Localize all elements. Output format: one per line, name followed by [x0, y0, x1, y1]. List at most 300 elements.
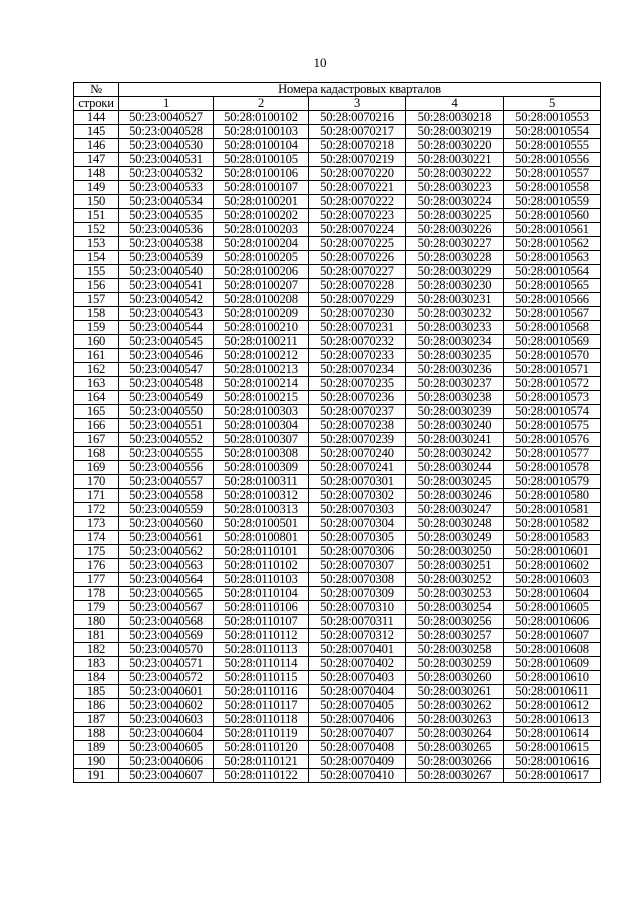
cadastral-number-cell: 50:28:0030238 [406, 391, 504, 405]
cadastral-number-cell: 50:28:0030232 [406, 307, 504, 321]
cadastral-number-cell: 50:28:0100213 [214, 363, 309, 377]
cadastral-number-cell: 50:28:0100204 [214, 237, 309, 251]
cadastral-number-cell: 50:28:0100801 [214, 531, 309, 545]
table-row [74, 685, 601, 699]
cadastral-number-cell: 50:28:0010609 [504, 657, 601, 671]
cadastral-number-cell: 50:28:0110103 [214, 573, 309, 587]
cadastral-number-cell: 50:28:0070402 [309, 657, 406, 671]
cadastral-number-cell: 50:28:0010559 [504, 195, 601, 209]
row-number-cell: 171 [74, 489, 119, 503]
cadastral-number-cell: 50:28:0070304 [309, 517, 406, 531]
cadastral-number-cell: 50:23:0040543 [119, 307, 214, 321]
cadastral-number-cell: 50:23:0040606 [119, 755, 214, 769]
page-number: 10 [313, 55, 327, 70]
cadastral-number-cell: 50:28:0070239 [309, 433, 406, 447]
cadastral-number-cell: 50:28:0100209 [214, 307, 309, 321]
cadastral-number-cell: 50:28:0010574 [504, 405, 601, 419]
table-row [74, 349, 601, 363]
row-number-cell: 161 [74, 349, 119, 363]
cadastral-number-cell: 50:23:0040552 [119, 433, 214, 447]
cadastral-number-cell: 50:28:0010561 [504, 223, 601, 237]
cadastral-number-cell: 50:23:0040559 [119, 503, 214, 517]
cadastral-number-cell: 50:28:0030219 [406, 125, 504, 139]
cadastral-number-cell: 50:28:0070302 [309, 489, 406, 503]
table-row [74, 419, 601, 433]
row-number-cell: 148 [74, 167, 119, 181]
table-row [74, 713, 601, 727]
cadastral-number-cell: 50:28:0070227 [309, 265, 406, 279]
cadastral-number-cell: 50:28:0010610 [504, 671, 601, 685]
cadastral-number-cell: 50:28:0110102 [214, 559, 309, 573]
table-row [74, 363, 601, 377]
cadastral-number-cell: 50:28:0100215 [214, 391, 309, 405]
cadastral-number-cell: 50:28:0070303 [309, 503, 406, 517]
cadastral-number-cell: 50:28:0100107 [214, 181, 309, 195]
row-number-cell: 177 [74, 573, 119, 587]
row-number-cell: 180 [74, 615, 119, 629]
cadastral-number-cell: 50:28:0030222 [406, 167, 504, 181]
cadastral-number-cell: 50:28:0070407 [309, 727, 406, 741]
table-row [74, 475, 601, 489]
cadastral-number-cell: 50:28:0110106 [214, 601, 309, 615]
cadastral-number-cell: 50:28:0100212 [214, 349, 309, 363]
row-number-cell: 146 [74, 139, 119, 153]
cadastral-number-cell: 50:28:0070403 [309, 671, 406, 685]
cadastral-number-cell: 50:28:0100202 [214, 209, 309, 223]
cadastral-number-cell: 50:28:0100210 [214, 321, 309, 335]
cadastral-number-cell: 50:23:0040561 [119, 531, 214, 545]
row-number-cell: 162 [74, 363, 119, 377]
row-number-cell: 152 [74, 223, 119, 237]
cadastral-number-cell: 50:28:0030250 [406, 545, 504, 559]
cadastral-number-cell: 50:28:0110117 [214, 699, 309, 713]
cadastral-number-cell: 50:23:0040547 [119, 363, 214, 377]
cadastral-number-cell: 50:23:0040546 [119, 349, 214, 363]
cadastral-number-cell: 50:28:0100103 [214, 125, 309, 139]
cadastral-number-cell: 50:28:0010617 [504, 769, 601, 783]
cadastral-number-cell: 50:28:0010578 [504, 461, 601, 475]
cadastral-number-cell: 50:28:0100102 [214, 111, 309, 125]
table-row [74, 433, 601, 447]
row-label-header: строки [74, 97, 119, 111]
cadastral-number-cell: 50:28:0100206 [214, 265, 309, 279]
row-number-cell: 167 [74, 433, 119, 447]
cadastral-number-cell: 50:28:0030262 [406, 699, 504, 713]
cadastral-number-cell: 50:28:0030267 [406, 769, 504, 783]
row-number-cell: 176 [74, 559, 119, 573]
cadastral-number-cell: 50:23:0040550 [119, 405, 214, 419]
table-header [74, 83, 601, 111]
row-number-cell: 145 [74, 125, 119, 139]
row-number-cell: 157 [74, 293, 119, 307]
cadastral-number-cell: 50:28:0030224 [406, 195, 504, 209]
cadastral-number-cell: 50:23:0040538 [119, 237, 214, 251]
table-row [74, 559, 601, 573]
cadastral-number-cell: 50:23:0040539 [119, 251, 214, 265]
cadastral-number-cell: 50:23:0040562 [119, 545, 214, 559]
cadastral-number-cell: 50:28:0110122 [214, 769, 309, 783]
cadastral-number-cell: 50:28:0030241 [406, 433, 504, 447]
row-number-cell: 185 [74, 685, 119, 699]
table-row [74, 615, 601, 629]
cadastral-number-cell: 50:28:0100203 [214, 223, 309, 237]
table-row [74, 181, 601, 195]
cadastral-number-cell: 50:23:0040541 [119, 279, 214, 293]
cadastral-number-cell: 50:28:0100307 [214, 433, 309, 447]
cadastral-number-cell: 50:28:0100201 [214, 195, 309, 209]
cadastral-number-cell: 50:23:0040533 [119, 181, 214, 195]
cadastral-number-cell: 50:28:0010601 [504, 545, 601, 559]
row-number-cell: 159 [74, 321, 119, 335]
cadastral-number-cell: 50:28:0010605 [504, 601, 601, 615]
row-number-cell: 191 [74, 769, 119, 783]
table-row [74, 755, 601, 769]
cadastral-number-cell: 50:23:0040607 [119, 769, 214, 783]
row-number-cell: 189 [74, 741, 119, 755]
cadastral-number-cell: 50:28:0030257 [406, 629, 504, 643]
cadastral-number-cell: 50:28:0070310 [309, 601, 406, 615]
cadastral-number-cell: 50:28:0030254 [406, 601, 504, 615]
cadastral-number-cell: 50:28:0030247 [406, 503, 504, 517]
table-row [74, 139, 601, 153]
cadastral-number-cell: 50:28:0070312 [309, 629, 406, 643]
cadastral-number-cell: 50:28:0010572 [504, 377, 601, 391]
cadastral-number-cell: 50:28:0030253 [406, 587, 504, 601]
column-number-5: 5 [504, 97, 601, 111]
cadastral-number-cell: 50:28:0110118 [214, 713, 309, 727]
cadastral-number-cell: 50:28:0010576 [504, 433, 601, 447]
cadastral-number-cell: 50:23:0040571 [119, 657, 214, 671]
cadastral-number-cell: 50:28:0100312 [214, 489, 309, 503]
cadastral-number-cell: 50:23:0040545 [119, 335, 214, 349]
cadastral-number-cell: 50:28:0100208 [214, 293, 309, 307]
cadastral-number-cell: 50:28:0010555 [504, 139, 601, 153]
table-row [74, 335, 601, 349]
table-row [74, 307, 601, 321]
cadastral-number-cell: 50:28:0010602 [504, 559, 601, 573]
cadastral-number-cell: 50:28:0070404 [309, 685, 406, 699]
table-row [74, 503, 601, 517]
cadastral-number-cell: 50:28:0030227 [406, 237, 504, 251]
cadastral-number-cell: 50:28:0070217 [309, 125, 406, 139]
row-number-cell: 155 [74, 265, 119, 279]
table-row [74, 671, 601, 685]
row-number-cell: 150 [74, 195, 119, 209]
table-row [74, 545, 601, 559]
table-row [74, 461, 601, 475]
cadastral-quarters-table [73, 82, 601, 783]
cadastral-number-cell: 50:23:0040568 [119, 615, 214, 629]
cadastral-number-cell: 50:28:0100205 [214, 251, 309, 265]
cadastral-number-cell: 50:28:0070234 [309, 363, 406, 377]
cadastral-number-cell: 50:23:0040565 [119, 587, 214, 601]
cadastral-number-cell: 50:28:0030252 [406, 573, 504, 587]
row-number-cell: 175 [74, 545, 119, 559]
row-number-cell: 164 [74, 391, 119, 405]
table-row [74, 293, 601, 307]
cadastral-number-cell: 50:23:0040536 [119, 223, 214, 237]
cadastral-number-cell: 50:28:0030221 [406, 153, 504, 167]
table-row [74, 111, 601, 125]
table-row [74, 447, 601, 461]
table-row [74, 405, 601, 419]
cadastral-number-cell: 50:28:0030259 [406, 657, 504, 671]
cadastral-number-cell: 50:28:0030242 [406, 447, 504, 461]
cadastral-number-cell: 50:28:0110107 [214, 615, 309, 629]
cadastral-number-cell: 50:28:0070235 [309, 377, 406, 391]
cadastral-number-cell: 50:28:0070232 [309, 335, 406, 349]
row-number-cell: 186 [74, 699, 119, 713]
cadastral-number-cell: 50:28:0010611 [504, 685, 601, 699]
cadastral-number-cell: 50:23:0040556 [119, 461, 214, 475]
table-row [74, 125, 601, 139]
cadastral-number-cell: 50:28:0070218 [309, 139, 406, 153]
column-number-4: 4 [406, 97, 504, 111]
cadastral-number-cell: 50:28:0010563 [504, 251, 601, 265]
row-number-cell: 168 [74, 447, 119, 461]
cadastral-number-cell: 50:28:0110112 [214, 629, 309, 643]
cadastral-number-cell: 50:28:0100211 [214, 335, 309, 349]
table-row [74, 573, 601, 587]
cadastral-number-cell: 50:28:0110121 [214, 755, 309, 769]
cadastral-number-cell: 50:28:0070233 [309, 349, 406, 363]
cadastral-number-cell: 50:28:0070409 [309, 755, 406, 769]
cadastral-number-cell: 50:28:0010562 [504, 237, 601, 251]
cadastral-number-cell: 50:23:0040549 [119, 391, 214, 405]
table-row [74, 377, 601, 391]
cadastral-number-cell: 50:28:0030218 [406, 111, 504, 125]
cadastral-number-cell: 50:28:0010615 [504, 741, 601, 755]
cadastral-number-cell: 50:28:0010581 [504, 503, 601, 517]
row-number-cell: 174 [74, 531, 119, 545]
cadastral-number-cell: 50:23:0040532 [119, 167, 214, 181]
cadastral-number-cell: 50:28:0010603 [504, 573, 601, 587]
cadastral-number-cell: 50:28:0010579 [504, 475, 601, 489]
cadastral-number-cell: 50:28:0030237 [406, 377, 504, 391]
row-number-cell: 183 [74, 657, 119, 671]
cadastral-number-cell: 50:28:0100308 [214, 447, 309, 461]
table-body [74, 111, 601, 783]
cadastral-number-cell: 50:23:0040570 [119, 643, 214, 657]
cadastral-number-cell: 50:28:0010565 [504, 279, 601, 293]
cadastral-number-cell: 50:28:0070408 [309, 741, 406, 755]
cadastral-number-cell: 50:28:0030223 [406, 181, 504, 195]
cadastral-number-cell: 50:28:0010608 [504, 643, 601, 657]
column-number-1: 1 [119, 97, 214, 111]
row-number-cell: 160 [74, 335, 119, 349]
cadastral-number-cell: 50:28:0070223 [309, 209, 406, 223]
cadastral-number-cell: 50:28:0070305 [309, 531, 406, 545]
cadastral-number-cell: 50:28:0110113 [214, 643, 309, 657]
cadastral-number-cell: 50:23:0040551 [119, 419, 214, 433]
cadastral-number-cell: 50:28:0010613 [504, 713, 601, 727]
column-number-3: 3 [309, 97, 406, 111]
row-number-cell: 169 [74, 461, 119, 475]
cadastral-number-cell: 50:28:0100311 [214, 475, 309, 489]
cadastral-number-cell: 50:28:0030231 [406, 293, 504, 307]
table-row [74, 699, 601, 713]
row-number-cell: 190 [74, 755, 119, 769]
cadastral-number-cell: 50:28:0010614 [504, 727, 601, 741]
cadastral-number-cell: 50:28:0030265 [406, 741, 504, 755]
cadastral-number-cell: 50:28:0070231 [309, 321, 406, 335]
row-number-cell: 172 [74, 503, 119, 517]
cadastral-number-cell: 50:28:0030256 [406, 615, 504, 629]
cadastral-number-cell: 50:28:0030251 [406, 559, 504, 573]
cadastral-number-cell: 50:23:0040542 [119, 293, 214, 307]
header-row-top [74, 83, 601, 97]
cadastral-number-cell: 50:23:0040564 [119, 573, 214, 587]
cadastral-number-cell: 50:28:0010580 [504, 489, 601, 503]
row-number-cell: 144 [74, 111, 119, 125]
cadastral-number-cell: 50:28:0030235 [406, 349, 504, 363]
cadastral-number-cell: 50:28:0100304 [214, 419, 309, 433]
row-number-cell: 182 [74, 643, 119, 657]
cadastral-number-cell: 50:28:0010567 [504, 307, 601, 321]
cadastral-number-cell: 50:28:0030246 [406, 489, 504, 503]
table-row [74, 209, 601, 223]
table-row [74, 489, 601, 503]
cadastral-number-cell: 50:23:0040602 [119, 699, 214, 713]
cadastral-number-cell: 50:23:0040572 [119, 671, 214, 685]
cadastral-number-cell: 50:28:0070241 [309, 461, 406, 475]
cadastral-number-cell: 50:28:0010616 [504, 755, 601, 769]
cadastral-number-cell: 50:23:0040603 [119, 713, 214, 727]
cadastral-number-cell: 50:28:0010557 [504, 167, 601, 181]
cadastral-number-cell: 50:28:0070229 [309, 293, 406, 307]
cadastral-number-cell: 50:28:0010556 [504, 153, 601, 167]
cadastral-number-cell: 50:28:0070405 [309, 699, 406, 713]
cadastral-number-cell: 50:23:0040569 [119, 629, 214, 643]
table-row [74, 629, 601, 643]
table-row [74, 251, 601, 265]
cadastral-number-cell: 50:23:0040531 [119, 153, 214, 167]
row-number-cell: 179 [74, 601, 119, 615]
cadastral-number-cell: 50:23:0040604 [119, 727, 214, 741]
cadastral-number-cell: 50:28:0070236 [309, 391, 406, 405]
cadastral-number-cell: 50:23:0040528 [119, 125, 214, 139]
row-number-cell: 153 [74, 237, 119, 251]
cadastral-number-cell: 50:28:0030263 [406, 713, 504, 727]
cadastral-number-cell: 50:28:0030230 [406, 279, 504, 293]
cadastral-number-cell: 50:28:0010570 [504, 349, 601, 363]
cadastral-number-cell: 50:28:0030226 [406, 223, 504, 237]
cadastral-number-cell: 50:28:0030248 [406, 517, 504, 531]
cadastral-number-cell: 50:28:0010604 [504, 587, 601, 601]
cadastral-number-cell: 50:28:0110115 [214, 671, 309, 685]
cadastral-number-cell: 50:28:0010564 [504, 265, 601, 279]
row-number-cell: 149 [74, 181, 119, 195]
row-number-cell: 181 [74, 629, 119, 643]
row-number-header: № [74, 83, 119, 97]
row-number-cell: 166 [74, 419, 119, 433]
table-row [74, 517, 601, 531]
cadastral-number-cell: 50:28:0030261 [406, 685, 504, 699]
cadastral-number-cell: 50:28:0010566 [504, 293, 601, 307]
table-row [74, 587, 601, 601]
cadastral-number-cell: 50:28:0010568 [504, 321, 601, 335]
cadastral-number-cell: 50:28:0110119 [214, 727, 309, 741]
cadastral-number-cell: 50:28:0010575 [504, 419, 601, 433]
cadastral-number-cell: 50:28:0010583 [504, 531, 601, 545]
header-row-bottom [74, 97, 601, 111]
cadastral-number-cell: 50:28:0010554 [504, 125, 601, 139]
cadastral-number-cell: 50:28:0070221 [309, 181, 406, 195]
table-row [74, 153, 601, 167]
column-number-2: 2 [214, 97, 309, 111]
table-row [74, 769, 601, 783]
cadastral-number-cell: 50:23:0040530 [119, 139, 214, 153]
cadastral-number-cell: 50:28:0100309 [214, 461, 309, 475]
table-row [74, 657, 601, 671]
row-number-cell: 170 [74, 475, 119, 489]
row-number-cell: 184 [74, 671, 119, 685]
cadastral-number-cell: 50:28:0070301 [309, 475, 406, 489]
table-row [74, 237, 601, 251]
cadastral-number-cell: 50:28:0070226 [309, 251, 406, 265]
cadastral-number-cell: 50:23:0040558 [119, 489, 214, 503]
cadastral-number-cell: 50:28:0070238 [309, 419, 406, 433]
table-row [74, 279, 601, 293]
cadastral-number-cell: 50:23:0040605 [119, 741, 214, 755]
cadastral-number-cell: 50:28:0110116 [214, 685, 309, 699]
cadastral-number-cell: 50:23:0040527 [119, 111, 214, 125]
cadastral-number-cell: 50:28:0070230 [309, 307, 406, 321]
cadastral-number-cell: 50:28:0070240 [309, 447, 406, 461]
row-number-cell: 151 [74, 209, 119, 223]
cadastral-number-cell: 50:28:0030258 [406, 643, 504, 657]
cadastral-number-cell: 50:28:0070222 [309, 195, 406, 209]
cadastral-number-cell: 50:28:0010569 [504, 335, 601, 349]
row-number-cell: 178 [74, 587, 119, 601]
cadastral-number-cell: 50:28:0030266 [406, 755, 504, 769]
cadastral-number-cell: 50:28:0100104 [214, 139, 309, 153]
table-row [74, 195, 601, 209]
cadastral-number-cell: 50:28:0100105 [214, 153, 309, 167]
row-number-cell: 188 [74, 727, 119, 741]
cadastral-number-cell: 50:28:0010573 [504, 391, 601, 405]
cadastral-number-cell: 50:23:0040534 [119, 195, 214, 209]
cadastral-number-cell: 50:28:0030233 [406, 321, 504, 335]
cadastral-number-cell: 50:23:0040540 [119, 265, 214, 279]
cadastral-number-cell: 50:28:0100501 [214, 517, 309, 531]
row-number-cell: 158 [74, 307, 119, 321]
cadastral-number-cell: 50:28:0110120 [214, 741, 309, 755]
cadastral-number-cell: 50:28:0070220 [309, 167, 406, 181]
cadastral-number-cell: 50:28:0100214 [214, 377, 309, 391]
cadastral-number-cell: 50:28:0010606 [504, 615, 601, 629]
cadastral-number-cell: 50:28:0070219 [309, 153, 406, 167]
cadastral-number-cell: 50:28:0030234 [406, 335, 504, 349]
cadastral-number-cell: 50:23:0040557 [119, 475, 214, 489]
cadastral-number-cell: 50:28:0100106 [214, 167, 309, 181]
table-row [74, 643, 601, 657]
cadastral-number-cell: 50:28:0110101 [214, 545, 309, 559]
row-number-cell: 187 [74, 713, 119, 727]
cadastral-number-cell: 50:28:0070237 [309, 405, 406, 419]
cadastral-number-cell: 50:28:0030249 [406, 531, 504, 545]
cadastral-number-cell: 50:28:0010558 [504, 181, 601, 195]
table-row [74, 321, 601, 335]
row-number-cell: 154 [74, 251, 119, 265]
table-row [74, 741, 601, 755]
cadastral-number-cell: 50:28:0030244 [406, 461, 504, 475]
cadastral-number-cell: 50:23:0040535 [119, 209, 214, 223]
cadastral-number-cell: 50:23:0040544 [119, 321, 214, 335]
cadastral-number-cell: 50:28:0100313 [214, 503, 309, 517]
cadastral-number-cell: 50:28:0070224 [309, 223, 406, 237]
cadastral-number-cell: 50:28:0010577 [504, 447, 601, 461]
